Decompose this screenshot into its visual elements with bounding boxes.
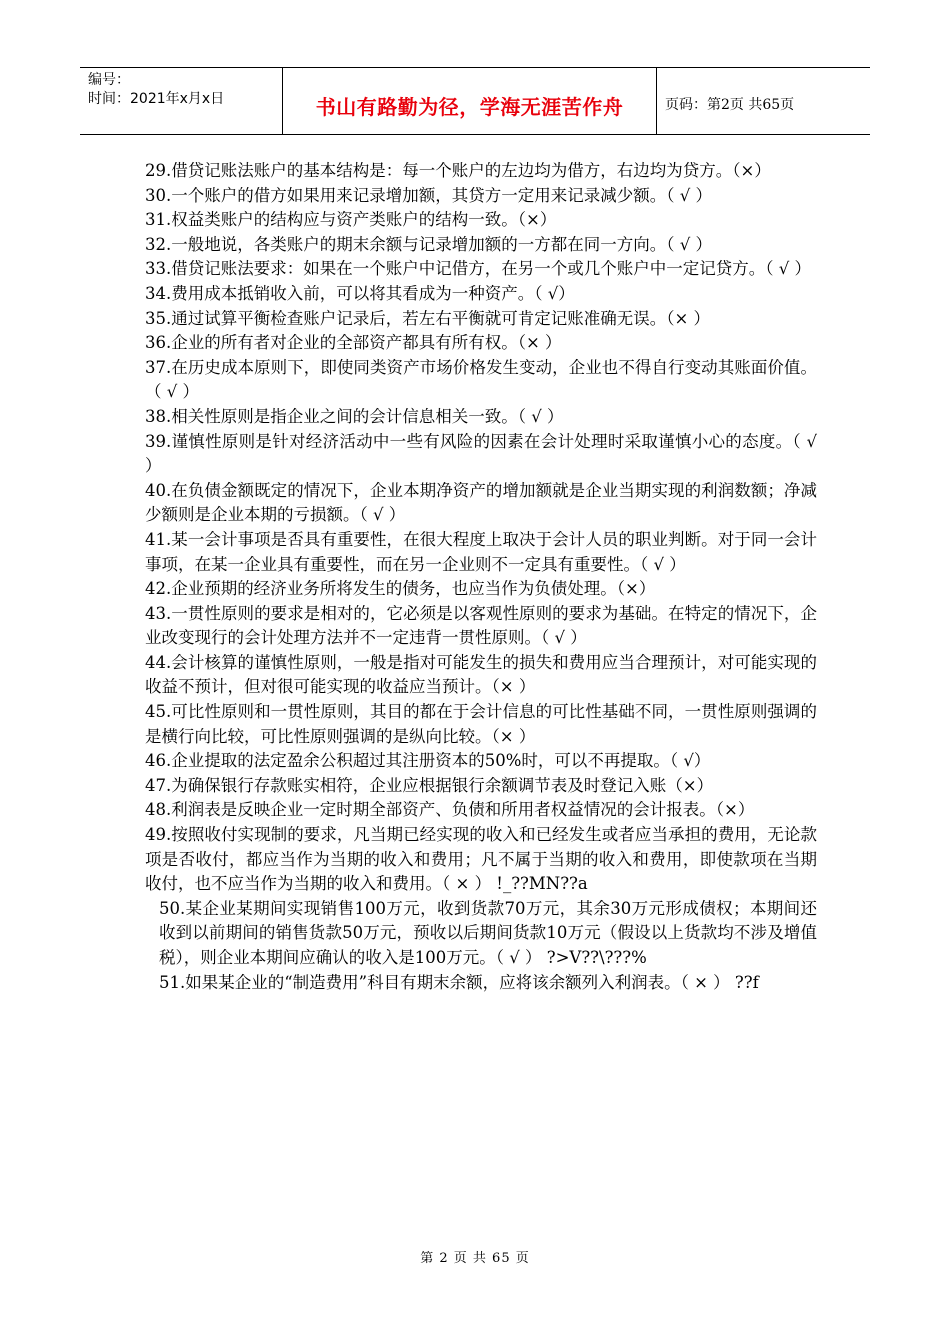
item-45: 45.可比性原则和一贯性原则，其目的都在于会计信息的可比性基础不同，一贯性原则强调的是横行向比较，可比性原则强调的是纵向比较。（× ） [145,702,817,746]
item-49: 49.按照收付实现制的要求，凡当期已经实现的收入和已经发生或者应当承担的费用，无论款项是否收付，都应当作为当期的收入和费用；凡不属于当期的收入和费用，即使款项在当期收付，也不应当作为当期的收入和费用。（ × ） !_??MN??a [145,825,817,894]
item-43: 43.一贯性原则的要求是相对的，它必须是以客观性原则的要求为基础。在特定的情况下，企业改变现行的会计处理方法并不一定违背一贯性原则。（ √ ） [145,603,817,648]
page-footer: 第 2 页 共 65 页 [420,1251,530,1266]
header-page-info: 页码：第2页 共65页 [665,97,795,113]
item-38: 38.相关性原则是指企业之间的会计信息相关一致。（ √ ） [145,406,564,426]
item-37: 37.在历史成本原则下，即使同类资产市场价格发生变动，企业也不得自行变动其账面价值。（ √ ） [145,357,817,402]
document-date-label: 时间：2021年x月x日 [88,91,225,107]
item-33: 33.借贷记账法要求：如果在一个账户中记借方，在另一个或几个账户中一定记贷方。（ √ ） [145,259,811,279]
item-39: 39.谨慎性原则是针对经济活动中一些有风险的因素在会计处理时采取谨慎小心的态度。（ √ ） [145,431,817,476]
item-31: 31.权益类账户的结构应与资产类账户的结构一致。（×） [145,210,557,230]
page-header [80,67,870,135]
item-41: 41.某一会计事项是否具有重要性，在很大程度上取决于会计人员的职业判断。对于同一会计事项，在某一企业具有重要性，而在另一企业则不一定具有重要性。（ √ ） [145,529,817,574]
item-40: 40.在负债金额既定的情况下，企业本期净资产的增加额就是企业当期实现的利润数额；净减少额则是企业本期的亏损额。（ √ ） [145,480,817,525]
item-29: 29.借贷记账法账户的基本结构是：每一个账户的左边均为借方，右边均为贷方。（×） [145,161,771,180]
item-44: 44.会计核算的谨慎性原则，一般是指对可能发生的损失和费用应当合理预计，对可能实现的收益不预计，但对很可能实现的收益应当预计。（× ） [145,652,817,697]
item-51: 51.如果某企业的“制造费用”科目有期末余额，应将该余额列入利润表。（ × ） ??f [159,972,759,992]
item-36: 36.企业的所有者对企业的全部资产都具有所有权。（× ） [145,333,562,353]
item-42: 42.企业预期的经济业务所将发生的债务，也应当作为负债处理。（×） [145,579,656,599]
item-50: 50.某企业某期间实现销售100万元，收到货款70万元，其余30万元形成债权；本期间还收到以前期间的销售货款50万元，预收以后期间货款10万元（假设以上货款均不涉及增值税），则企业本期间应确认的收入是100万元。（ √ ） ?>V??\???% [159,898,817,967]
document-number-label: 编号： [88,72,130,88]
item-30: 30.一个账户的借方如果用来记录增加额，其贷方一定用来记录减少额。（ √ ） [145,185,712,205]
item-46: 46.企业提取的法定盈余公积超过其注册资本的50%时，可以不再提取。（ √） [145,751,711,771]
item-35: 35.通过试算平衡检查账户记录后，若左右平衡就可肯定记账准确无误。（× ） [145,308,711,328]
document-body [145,159,817,995]
item-32: 32.一般地说，各类账户的期末余额与记录增加额的一方都在同一方向。（ √ ） [145,234,712,254]
item-47: 47.为确保银行存款账实相符，企业应根据银行余额调节表及时登记入账（×） [145,775,714,795]
header-motto: 书山有路勤为径，学海无涯苦作舟 [315,95,624,119]
header-meta [80,68,283,134]
header-motto-cell [283,68,657,134]
item-34: 34.费用成本抵销收入前，可以将其看成为一种资产。（ √） [145,283,575,303]
item-48: 48.利润表是反映企业一定时期全部资产、负债和所用者权益情况的会计报表。（×） [145,800,755,820]
